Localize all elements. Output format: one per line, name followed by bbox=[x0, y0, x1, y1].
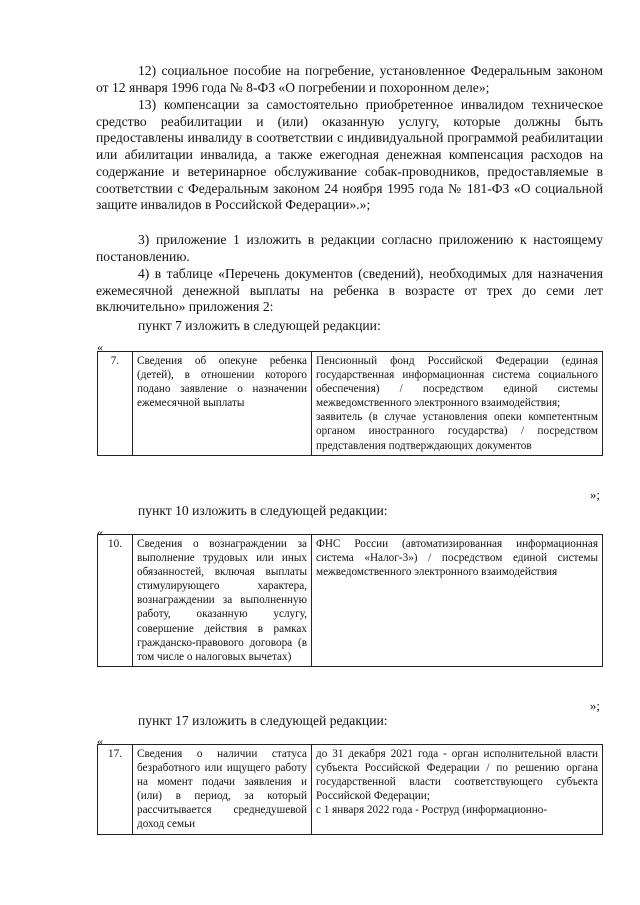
paragraph-item-12: 12) социальное пособие на погребение, установленное Федеральным законом от 12 января 1996 года № 8-ФЗ «О погребении и похоронном деле»; bbox=[96, 63, 603, 95]
source-cell bbox=[312, 535, 603, 667]
source-line: заявитель (в случае установления опеки компетентным органом иностранного государства) / посредством представления подтверждающих документов bbox=[316, 411, 598, 452]
section-7-heading: пункт 7 изложить в следующей редакции: bbox=[138, 318, 381, 333]
open-quote: « bbox=[97, 525, 103, 539]
source-line: с 1 января 2022 года - Роструд (информационно- bbox=[316, 804, 548, 817]
open-quote: « bbox=[97, 734, 103, 748]
paragraph-item-4: 4) в таблице «Перечень документов (сведений), необходимых для назначения ежемесячной денежной выплаты на ребенка в возрасте от трех до семи лет включительно» приложения 2: bbox=[96, 266, 603, 315]
row-number: 10. bbox=[98, 535, 133, 667]
document-name-cell: Сведения об опекуне ребенка (детей), в отношении которого подано заявление о назначении ежемесячной выплаты bbox=[133, 352, 312, 456]
source-line: Пенсионный фонд Российской Федерации (единая государственная информационная система социального обеспечения) / посредством единой системы межведомственного электронного взаимодействия; bbox=[316, 355, 598, 410]
source-cell bbox=[312, 745, 603, 835]
document-name-cell: Сведения о вознаграждении за выполнение трудовых или иных обязанностей, включая выплаты стимулирующего характера, вознаграждении за выполненную работу, оказанную услугу, совершение действия в рамках гражданско-правового договора (в том числе о налоговых вычетах) bbox=[133, 535, 312, 667]
source-cell bbox=[312, 352, 603, 456]
source-line: до 31 декабря 2021 года - орган исполнительной власти субъекта Российской Федерации / по решению органа государственной власти соответствующего субъекта Российской Федерации; bbox=[316, 748, 598, 803]
document-name-cell: Сведения о наличии статуса безработного или ищущего работу на момент подачи заявления и (или) в период, за который рассчитывается среднедушевой доход семьи bbox=[133, 745, 312, 835]
table-row bbox=[98, 352, 603, 456]
table-row bbox=[98, 535, 603, 667]
closing-quote: »; bbox=[589, 698, 600, 713]
row-number: 7. bbox=[98, 352, 133, 456]
table-section-10 bbox=[97, 534, 603, 667]
paragraph-item-13: 13) компенсации за самостоятельно приобретенное инвалидом техническое средство реабилитации и (или) оказанную услугу, которые должны быть предоставлены инвалиду в соответствии с индивидуальной программой реабилитации или абилитации инвалида, а также ежегодная денежная компенсация расходов на содержание и ветеринарное обслуживание собак-проводников, предоставляемые в соответствии с Федеральным законом 24 ноября 1995 года № 181-ФЗ «О социальной защите инвалидов в Российской Федерации».»; bbox=[96, 97, 603, 213]
table-section-17 bbox=[97, 744, 603, 835]
open-quote: « bbox=[97, 340, 103, 354]
section-10-heading: пункт 10 изложить в следующей редакции: bbox=[138, 503, 388, 518]
table-section-7 bbox=[97, 351, 603, 456]
table-row bbox=[98, 745, 603, 835]
row-number: 17. bbox=[98, 745, 133, 835]
section-17-heading: пункт 17 изложить в следующей редакции: bbox=[138, 713, 388, 728]
paragraph-item-3: 3) приложение 1 изложить в редакции согласно приложению к настоящему постановлению. bbox=[96, 232, 603, 264]
closing-quote: »; bbox=[589, 487, 600, 502]
source-line: ФНС России (автоматизированная информационная система «Налог-3») / посредством единой системы межведомственного электронного взаимодействия bbox=[316, 538, 598, 579]
